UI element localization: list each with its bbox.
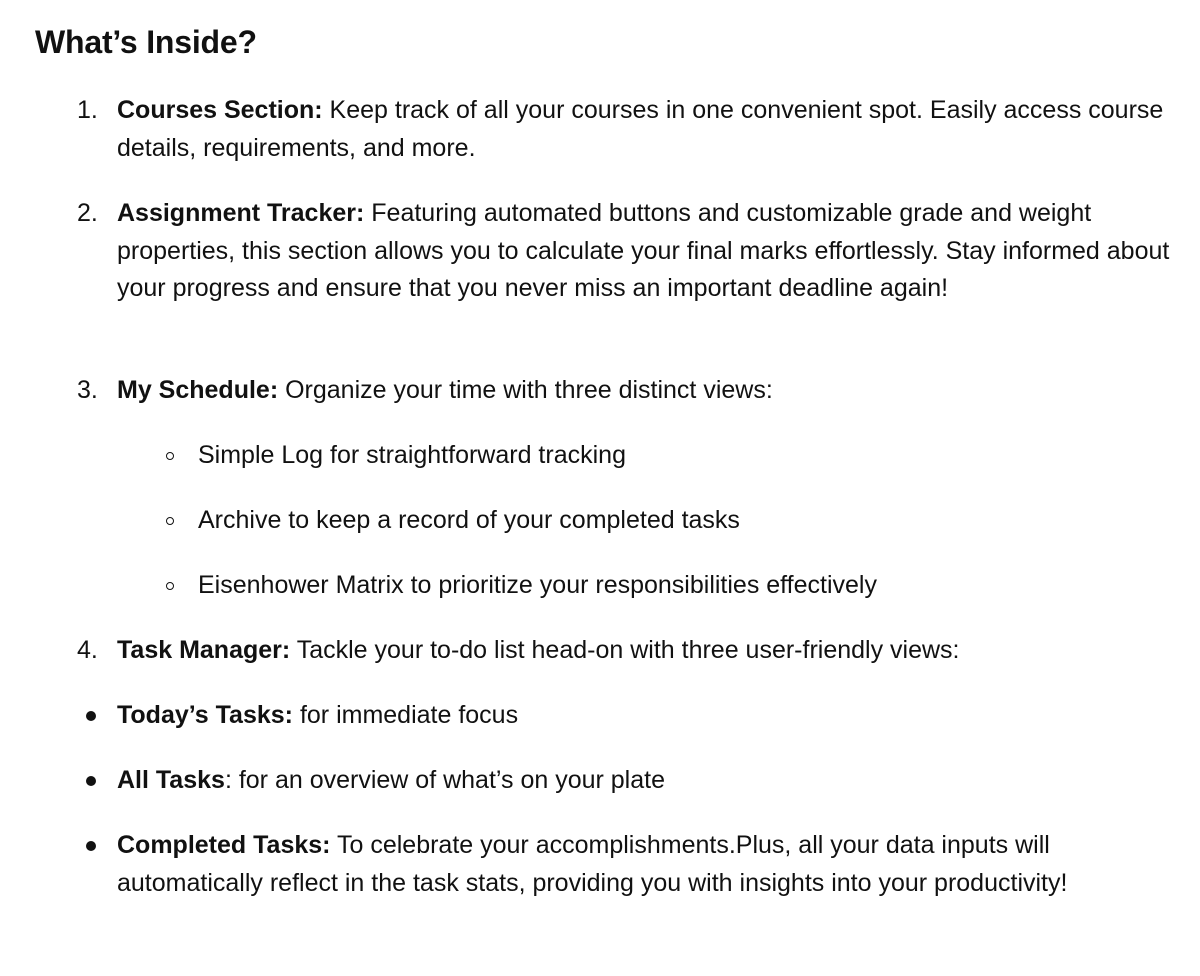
list-item-text: Featuring automated buttons and customizable grade and weight properties, this section allows you to calculate your final marks effortlessly. Stay informed about your progress and ensure that you never miss an important deadline again! — [117, 199, 1170, 302]
sub-list-item: Eisenhower Matrix to prioritize your responsibilities effectively — [198, 571, 877, 599]
bullet-icon — [86, 776, 96, 786]
bullet-icon — [86, 841, 96, 851]
list-item-label: My Schedule: — [117, 376, 279, 404]
bullet-item-text: : for an overview of what’s on your plate — [224, 766, 665, 794]
hollow-bullet-icon — [166, 582, 174, 590]
list-number: 3. — [77, 376, 98, 404]
list-item-label: Courses Section: — [117, 96, 323, 124]
bullet-item-label: Completed Tasks: — [117, 831, 331, 859]
bullet-item-text: To celebrate your accomplishments.Plus, all your data inputs will automatically reflect in the task stats, providing you with insights into your productivity! — [117, 831, 1068, 897]
sub-list-item: Simple Log for straightforward tracking — [198, 441, 626, 469]
list-item-text: Tackle your to-do list head-on with three user-friendly views: — [290, 636, 960, 664]
list-item-label: Task Manager: — [117, 636, 291, 664]
section-heading: What’s Inside? — [35, 24, 257, 60]
list-number: 1. — [77, 96, 98, 124]
list-number: 2. — [77, 199, 98, 227]
bullet-item-text: for immediate focus — [293, 701, 519, 729]
list-item-text: Keep track of all your courses in one convenient spot. Easily access course details, requirements, and more. — [117, 96, 1164, 162]
hollow-bullet-icon — [166, 517, 174, 525]
hollow-bullet-icon — [166, 452, 174, 460]
list-item-task-manager — [117, 632, 1177, 670]
list-item-my-schedule — [117, 372, 1177, 410]
bullet-item-all-tasks — [117, 762, 1177, 800]
bullet-item-completed-tasks — [117, 827, 1147, 902]
list-item-text: Organize your time with three distinct views: — [278, 376, 773, 404]
list-item-courses — [117, 92, 1177, 167]
list-item-label: Assignment Tracker: — [117, 199, 365, 227]
list-item-assignment-tracker — [117, 195, 1177, 308]
sub-list-item: Archive to keep a record of your completed tasks — [198, 506, 740, 534]
bullet-item-label: All Tasks — [117, 766, 225, 794]
bullet-item-label: Today’s Tasks: — [117, 701, 293, 729]
bullet-item-todays-tasks — [117, 697, 1177, 735]
list-number: 4. — [77, 636, 98, 664]
bullet-icon — [86, 711, 96, 721]
